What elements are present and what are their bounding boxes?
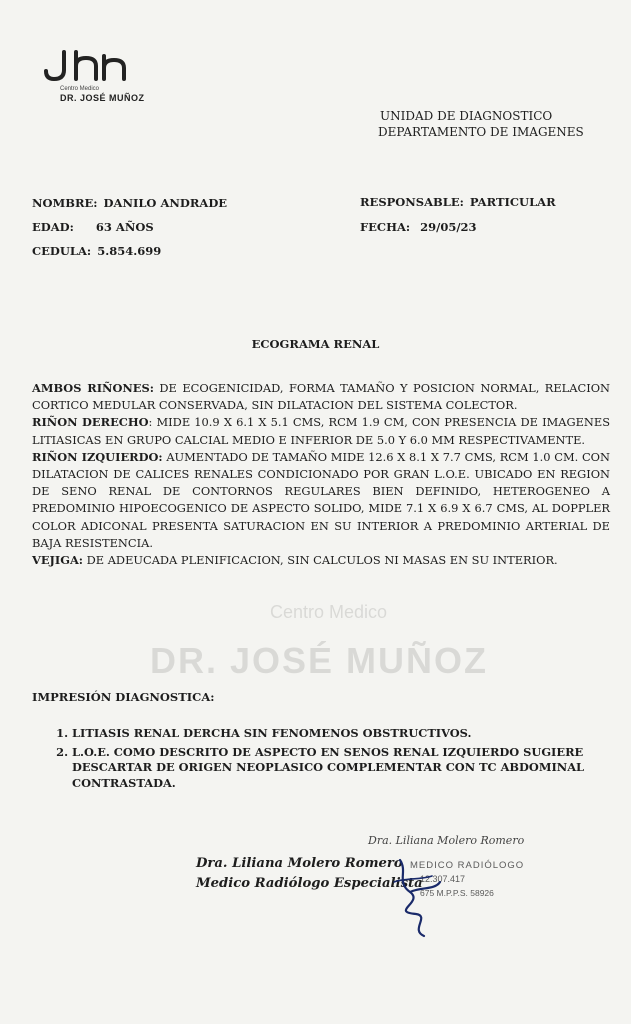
date-row xyxy=(360,220,477,234)
age-value: 63 AÑOS xyxy=(95,220,154,234)
stamp-ci: 12.307.417 xyxy=(420,874,466,884)
department-line: DEPARTAMENTO DE IMAGENES xyxy=(378,125,584,139)
signature-name: Dra. Liliana Molero Romero xyxy=(196,856,403,871)
unit-line: UNIDAD DE DIAGNOSTICO xyxy=(380,109,553,123)
handwritten-signature-icon xyxy=(380,852,470,942)
patient-name-row xyxy=(32,196,227,210)
age-label: EDAD: xyxy=(32,220,74,234)
impression-list xyxy=(50,726,610,794)
section-text: AUMENTADO DE TAMAÑO MIDE 12.6 X 8.1 X 7.7 CMS, RCM 1.0 CM. CON DILATACION DE CALICES RENALES CONDICIONADO POR GRAN L.O.E. UBICADO EN REGION DE SENO RENAL DE CONTORNOS REGULARES BIEN DEFINIDO, HETEROGENEO A PREDOMINIO HIPOECOGENICO DE ASPECTO SOLIDO, MIDE 7.1 X 6.9 X 6.7 CMS, AL DOPPLER COLOR ADICONAL PRESENTA SATURACION EN SU INTERIOR A PREDOMINIO ARTERIAL DE BAJA RESISTENCIA. xyxy=(32,449,610,550)
name-label: NOMBRE: xyxy=(32,196,98,210)
stamp-name: Dra. Liliana Molero Romero xyxy=(368,834,525,847)
section-right-kidney xyxy=(32,414,610,448)
section-label: RIÑON IZQUIERDO: xyxy=(32,449,163,464)
department-header xyxy=(380,108,584,140)
section-left-kidney xyxy=(32,449,610,552)
section-label: VEJIGA: xyxy=(32,553,84,568)
watermark xyxy=(150,590,510,700)
section-both-kidneys xyxy=(32,380,610,414)
section-bladder xyxy=(32,552,610,569)
impression-heading: IMPRESIÓN DIAGNOSTICA: xyxy=(32,690,215,704)
resp-value: PARTICULAR xyxy=(469,195,556,209)
id-value: 5.854.699 xyxy=(97,244,162,258)
section-text: DE ECOGENICIDAD, FORMA TAMAÑO Y POSICION NORMAL, RELACION CORTICO MEDULAR CONSERVADA, SIN DILATACION DEL SISTEMA COLECTOR. xyxy=(32,381,610,413)
report-body xyxy=(32,380,610,569)
report-title: ECOGRAMA RENAL xyxy=(251,337,380,351)
impression-item: 2. L.O.E. COMO DESCRITO DE ASPECTO EN SENOS RENAL IZQUIERDO SUGIERE DESCARTAR DE ORIGEN NEOPLASICO COMPLEMENTAR CON TC ABDOMINAL CONTRASTADA. xyxy=(72,745,610,792)
section-text: : MIDE 10.9 X 6.1 X 5.1 CMS, RCM 1.9 CM, CON PRESENCIA DE IMAGENES LITIASICAS EN GRUPO CALCIAL MEDIO E INFERIOR DE 5.0 Y 6.0 MM RESPECTIVAMENTE. xyxy=(32,415,610,447)
date-value: 29/05/23 xyxy=(420,220,477,234)
id-label: CEDULA: xyxy=(32,244,92,258)
patient-id-row xyxy=(32,244,161,258)
date-label: FECHA: xyxy=(360,220,411,234)
patient-age-row xyxy=(32,220,154,234)
resp-label: RESPONSABLE: xyxy=(360,195,464,209)
watermark-name: DR. JOSÉ MUÑOZ xyxy=(150,640,489,681)
impression-item: 1. LITIASIS RENAL DERCHA SIN FENOMENOS OBSTRUCTIVOS. xyxy=(72,726,610,742)
responsible-row xyxy=(360,195,556,209)
logo-mark-icon xyxy=(42,46,132,84)
logo-subtitle: Centro Medico xyxy=(60,86,100,92)
watermark-subtitle: Centro Medico xyxy=(270,602,388,622)
signature-title: Medico Radiólogo Especialista xyxy=(196,876,423,891)
clinic-logo xyxy=(30,46,160,106)
stamp-mpps: 675 M.P.P.S. 58926 xyxy=(420,888,494,898)
name-value: DANILO ANDRADE xyxy=(103,196,228,210)
section-label: RIÑON DERECHO xyxy=(32,415,149,430)
logo-name: DR. JOSÉ MUÑOZ xyxy=(60,93,145,103)
stamp-role: MEDICO RADIÓLOGO xyxy=(410,860,525,871)
section-text: DE ADEUCADA PLENIFICACION, SIN CALCULOS NI MASAS EN SU INTERIOR. xyxy=(83,553,558,568)
section-label: AMBOS RIÑONES: xyxy=(32,381,154,395)
